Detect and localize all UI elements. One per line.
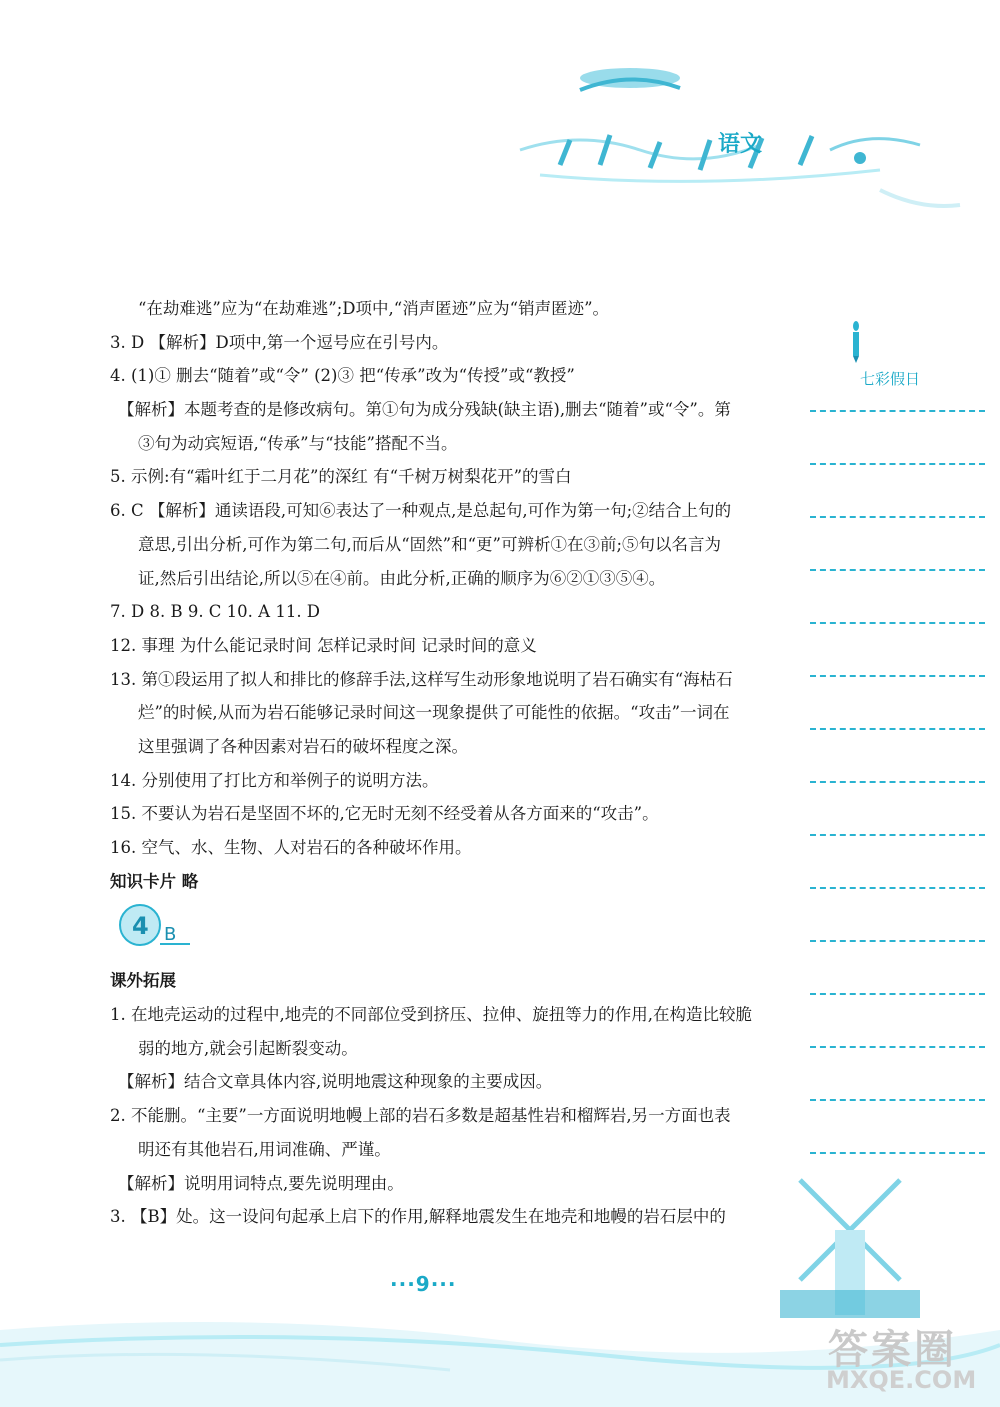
- text-line: 烂”的时候,从而为岩石能够记录时间这一现象提供了可能性的依据。“攻击”一词在: [138, 703, 730, 723]
- watermark-url: MXQE.COM: [826, 1366, 977, 1394]
- note-line: [810, 781, 985, 783]
- text-line: 3. 【B】处。这一设问句起承上启下的作用,解释地震发生在地壳和地幔的岩石层中的: [110, 1207, 726, 1227]
- note-line: [810, 940, 985, 942]
- windmill-decoration: [780, 1170, 920, 1320]
- text-line: 明还有其他岩石,用词准确、严谨。: [138, 1139, 391, 1159]
- pen-icon: [848, 320, 864, 364]
- note-line: [810, 1152, 985, 1154]
- note-line: [810, 516, 985, 518]
- note-line: [810, 1099, 985, 1101]
- page-number: ···9···: [390, 1272, 457, 1296]
- subject-label: 语文: [718, 132, 763, 157]
- note-line: [810, 675, 985, 677]
- text-line: 4. (1)① 删去“随着”或“令” (2)③ 把“传承”改为“传授”或“教授”: [110, 366, 575, 386]
- text-line: 这里强调了各种因素对岩石的破坏程度之深。: [138, 736, 468, 756]
- sidebar-title: 七彩假日: [860, 370, 921, 388]
- badge-letter: B: [164, 924, 177, 945]
- text-line: 意思,引出分析,可作为第二句,而后从“固然”和“更”可辨析①在③前;⑤句以名言为: [138, 534, 722, 554]
- badge-number: 4: [132, 912, 149, 940]
- watermark-text: 答案圈: [828, 1327, 957, 1373]
- text-line: “在劫难逃”应为“在劫难逃”;D项中,“消声匿迹”应为“销声匿迹”。: [138, 299, 610, 318]
- text-line: ③句为动宾短语,“传承”与“技能”搭配不当。: [138, 433, 458, 453]
- text-line: 16. 空气、水、生物、人对岩石的各种破坏作用。: [110, 838, 472, 857]
- text-line: 【解析】结合文章具体内容,说明地震这种现象的主要成因。: [118, 1072, 553, 1092]
- text-line: 13. 第①段运用了拟人和排比的修辞手法,这样写生动形象地说明了岩石确实有“海枯石: [110, 669, 733, 689]
- answer-content: [110, 292, 760, 1234]
- text-line: 【解析】本题考查的是修改病句。第①句为成分残缺(缺主语),删去“随着”或“令”。第: [118, 400, 731, 420]
- section-badge: [112, 900, 192, 950]
- text-line: 12. 事理 为什么能记录时间 怎样记录时间 记录时间的意义: [110, 635, 537, 655]
- note-line: [810, 410, 985, 412]
- note-line: [810, 569, 985, 571]
- watermark: [820, 1318, 990, 1400]
- text-line: 15. 不要认为岩石是坚固不坏的,它无时无刻不经受着从各方面来的“攻击”。: [110, 804, 659, 824]
- note-line: [810, 834, 985, 836]
- note-line: [810, 1046, 985, 1048]
- knowledge-card-line: 知识卡片 略: [110, 871, 199, 891]
- text-line: 3. D 【解析】D项中,第一个逗号应在引号内。: [110, 332, 449, 352]
- text-line: 弱的地方,就会引起断裂变动。: [138, 1038, 358, 1058]
- text-line: 6. C 【解析】通读语段,可知⑥表达了一种观点,是总起句,可作为第一句;②结合上句的: [110, 501, 732, 521]
- text-line: 1. 在地壳运动的过程中,地壳的不同部位受到挤压、拉伸、旋扭等力的作用,在构造比较脆: [110, 1005, 752, 1025]
- text-line: 14. 分别使用了打比方和举例子的说明方法。: [110, 770, 439, 790]
- text-line: 5. 示例:有“霜叶红于二月花”的深红 有“千树万树梨花开”的雪白: [110, 467, 572, 487]
- note-line: [810, 463, 985, 465]
- text-line: 2. 不能删。“主要”一方面说明地幔上部的岩石多数是超基性岩和榴辉岩,另一方面也表: [110, 1106, 731, 1126]
- note-line: [810, 887, 985, 889]
- text-line: 7. D 8. B 9. C 10. A 11. D: [110, 602, 321, 622]
- note-line: [810, 622, 985, 624]
- text-line: 证,然后引出结论,所以⑤在④前。由此分析,正确的顺序为⑥②①③⑤④。: [138, 568, 666, 588]
- text-line: 【解析】说明用词特点,要先说明理由。: [118, 1173, 404, 1193]
- note-line: [810, 993, 985, 995]
- section-title: 课外拓展: [110, 971, 176, 991]
- note-line: [810, 728, 985, 730]
